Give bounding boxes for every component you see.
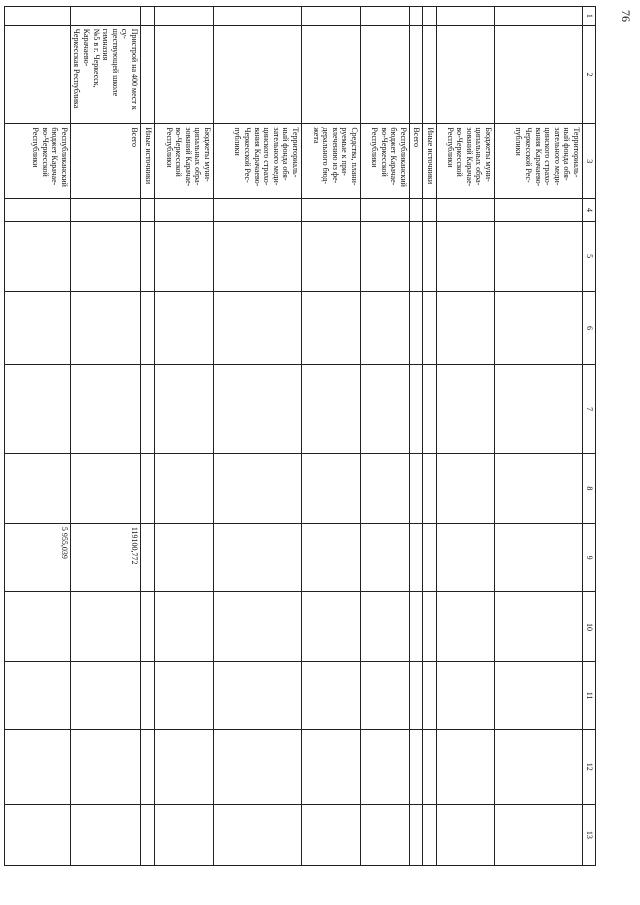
table-cell xyxy=(155,199,214,221)
table-body xyxy=(4,7,582,866)
table-row xyxy=(410,7,423,866)
table-cell xyxy=(155,453,214,523)
table-cell xyxy=(4,199,70,221)
table-cell xyxy=(410,199,423,221)
table-cell xyxy=(361,221,410,291)
table-cell: Иные источники xyxy=(141,124,155,199)
table-cell xyxy=(495,662,583,729)
table-cell xyxy=(70,592,140,662)
table-cell xyxy=(361,453,410,523)
table-cell xyxy=(4,7,70,26)
table-cell xyxy=(4,662,70,729)
table-cell xyxy=(155,592,214,662)
table-cell: Бюджеты муни- ципальных обра- зований Карачае- во-Черкесской Республики xyxy=(155,124,214,199)
page-number: 76 xyxy=(619,10,633,22)
table-cell: Территориаль- ный фонда обя- зательного меди- цинского страхо- вания Карачаево- Черкесской Рес- публики xyxy=(495,124,583,199)
table-cell: Республиканский бюджет Карачае- во-Черкесской Республики xyxy=(4,124,70,199)
table-cell xyxy=(437,221,495,291)
table-cell xyxy=(214,291,302,365)
table-cell xyxy=(141,291,155,365)
table-cell xyxy=(302,7,361,26)
table-cell xyxy=(410,25,423,124)
table-cell xyxy=(155,523,214,592)
table-cell xyxy=(214,729,302,804)
table-cell xyxy=(70,291,140,365)
table-cell: 119100,772 xyxy=(70,523,140,592)
col-header-1: 1 xyxy=(583,7,596,26)
table-cell xyxy=(4,365,70,454)
table-cell xyxy=(4,291,70,365)
table-cell: Средства, плани- руемые к при- влечению из фе- дерального бюд- жета xyxy=(302,124,361,199)
table-cell xyxy=(410,221,423,291)
table-row xyxy=(141,7,155,866)
table-cell xyxy=(437,523,495,592)
col-header-11: 11 xyxy=(583,662,596,729)
table-cell xyxy=(495,25,583,124)
table-cell xyxy=(214,804,302,865)
table-cell xyxy=(214,199,302,221)
table-cell xyxy=(214,7,302,26)
table-cell xyxy=(70,221,140,291)
table-row xyxy=(495,7,583,866)
table-cell xyxy=(70,199,140,221)
table-cell xyxy=(302,523,361,592)
table-cell xyxy=(4,729,70,804)
table-cell xyxy=(302,804,361,865)
table-cell xyxy=(70,453,140,523)
table-cell xyxy=(495,365,583,454)
table-cell xyxy=(361,729,410,804)
table-cell xyxy=(214,592,302,662)
table-cell xyxy=(302,25,361,124)
col-header-7: 7 xyxy=(583,365,596,454)
col-header-4: 4 xyxy=(583,199,596,221)
col-header-3: 3 xyxy=(583,124,596,199)
table-cell xyxy=(361,592,410,662)
table-cell xyxy=(410,662,423,729)
table-cell xyxy=(410,7,423,26)
table-cell xyxy=(4,453,70,523)
table-cell xyxy=(437,365,495,454)
table-cell xyxy=(437,662,495,729)
table-cell xyxy=(423,592,437,662)
table-cell xyxy=(302,729,361,804)
table-cell: Всего xyxy=(410,124,423,199)
table-cell xyxy=(4,25,70,124)
table-cell xyxy=(423,453,437,523)
table-cell xyxy=(423,7,437,26)
table-cell xyxy=(214,662,302,729)
table-cell xyxy=(302,221,361,291)
col-header-5: 5 xyxy=(583,221,596,291)
col-header-2: 2 xyxy=(583,25,596,124)
financing-table xyxy=(4,6,596,866)
table-cell xyxy=(437,291,495,365)
table-cell xyxy=(410,592,423,662)
table-cell xyxy=(410,729,423,804)
table-cell xyxy=(495,592,583,662)
table-frame xyxy=(31,6,596,866)
table-cell xyxy=(141,592,155,662)
table-cell xyxy=(423,25,437,124)
table-cell: Бюджеты муни- ципальных обра- зований Карачае- во-Черкесской Республики xyxy=(437,124,495,199)
table-row xyxy=(302,7,361,866)
col-header-9: 9 xyxy=(583,523,596,592)
table-cell xyxy=(4,804,70,865)
table-cell xyxy=(214,221,302,291)
table-cell xyxy=(4,221,70,291)
table-cell xyxy=(495,453,583,523)
table-cell xyxy=(437,25,495,124)
table-cell xyxy=(214,365,302,454)
table-cell xyxy=(495,221,583,291)
table-cell xyxy=(141,523,155,592)
table-row xyxy=(155,7,214,866)
table-cell xyxy=(423,523,437,592)
table-cell xyxy=(495,291,583,365)
table-cell xyxy=(423,804,437,865)
table-cell xyxy=(410,453,423,523)
table-cell xyxy=(361,7,410,26)
table-cell xyxy=(141,221,155,291)
table-cell xyxy=(70,365,140,454)
table-cell xyxy=(70,662,140,729)
table-cell xyxy=(155,729,214,804)
table-row xyxy=(214,7,302,866)
table-cell xyxy=(302,199,361,221)
table-cell xyxy=(495,804,583,865)
table-row xyxy=(4,7,70,866)
table-row xyxy=(361,7,410,866)
table-cell xyxy=(155,365,214,454)
table-cell: Иные источники xyxy=(423,124,437,199)
table-cell xyxy=(141,7,155,26)
table-cell xyxy=(361,804,410,865)
table-cell xyxy=(155,25,214,124)
table-cell xyxy=(495,199,583,221)
table-cell xyxy=(141,25,155,124)
table-cell xyxy=(302,662,361,729)
table-cell: Всего xyxy=(70,124,140,199)
table-cell xyxy=(437,199,495,221)
table-cell xyxy=(155,221,214,291)
table-cell xyxy=(495,729,583,804)
table-cell xyxy=(141,453,155,523)
table-cell xyxy=(141,804,155,865)
table-cell xyxy=(141,729,155,804)
table-cell: Республиканский бюджет Карачае- во-Черкесской Республики xyxy=(361,124,410,199)
table-cell xyxy=(302,453,361,523)
table-cell xyxy=(437,592,495,662)
col-header-12: 12 xyxy=(583,729,596,804)
table-cell xyxy=(141,662,155,729)
table-cell xyxy=(214,453,302,523)
col-header-6: 6 xyxy=(583,291,596,365)
table-cell xyxy=(141,199,155,221)
table-cell xyxy=(70,7,140,26)
table-cell xyxy=(361,199,410,221)
table-cell xyxy=(361,662,410,729)
table-cell xyxy=(423,729,437,804)
table-cell xyxy=(410,365,423,454)
table-cell xyxy=(361,291,410,365)
table-cell xyxy=(361,25,410,124)
table-cell xyxy=(410,804,423,865)
table-cell xyxy=(410,523,423,592)
table-cell xyxy=(423,365,437,454)
table-cell xyxy=(214,523,302,592)
table-cell: Пристрой на 400 мест к су- ществующей школе гимназия №5 в г. Черкесск, Карачаево- Черкесская Республика xyxy=(70,25,140,124)
table-cell xyxy=(155,804,214,865)
table-cell xyxy=(70,804,140,865)
table-cell xyxy=(437,453,495,523)
col-header-8: 8 xyxy=(583,453,596,523)
table-cell: 5 955,039 xyxy=(4,523,70,592)
table-cell xyxy=(437,804,495,865)
table-cell xyxy=(361,523,410,592)
col-header-13: 13 xyxy=(583,804,596,865)
table-row xyxy=(70,7,140,866)
table-cell xyxy=(302,291,361,365)
table-cell xyxy=(4,592,70,662)
table-cell xyxy=(423,291,437,365)
table-cell xyxy=(214,25,302,124)
table-cell xyxy=(410,291,423,365)
table-cell xyxy=(437,729,495,804)
column-number-row xyxy=(583,7,596,866)
table-cell xyxy=(423,662,437,729)
col-header-10: 10 xyxy=(583,592,596,662)
table-cell xyxy=(155,7,214,26)
table-cell xyxy=(302,365,361,454)
table-cell xyxy=(302,592,361,662)
table-cell xyxy=(141,365,155,454)
table-cell xyxy=(361,365,410,454)
table-cell xyxy=(437,7,495,26)
table-cell xyxy=(155,662,214,729)
table-cell xyxy=(70,729,140,804)
table-cell xyxy=(495,7,583,26)
table-row xyxy=(423,7,437,866)
table-cell xyxy=(423,221,437,291)
table-cell: Территориаль- ный фонда обя- зательного меди- цинского страхо- вания Карачаево- Черкесской Рес- публики xyxy=(214,124,302,199)
table-cell xyxy=(495,523,583,592)
table-row xyxy=(437,7,495,866)
table-cell xyxy=(423,199,437,221)
table-cell xyxy=(155,291,214,365)
